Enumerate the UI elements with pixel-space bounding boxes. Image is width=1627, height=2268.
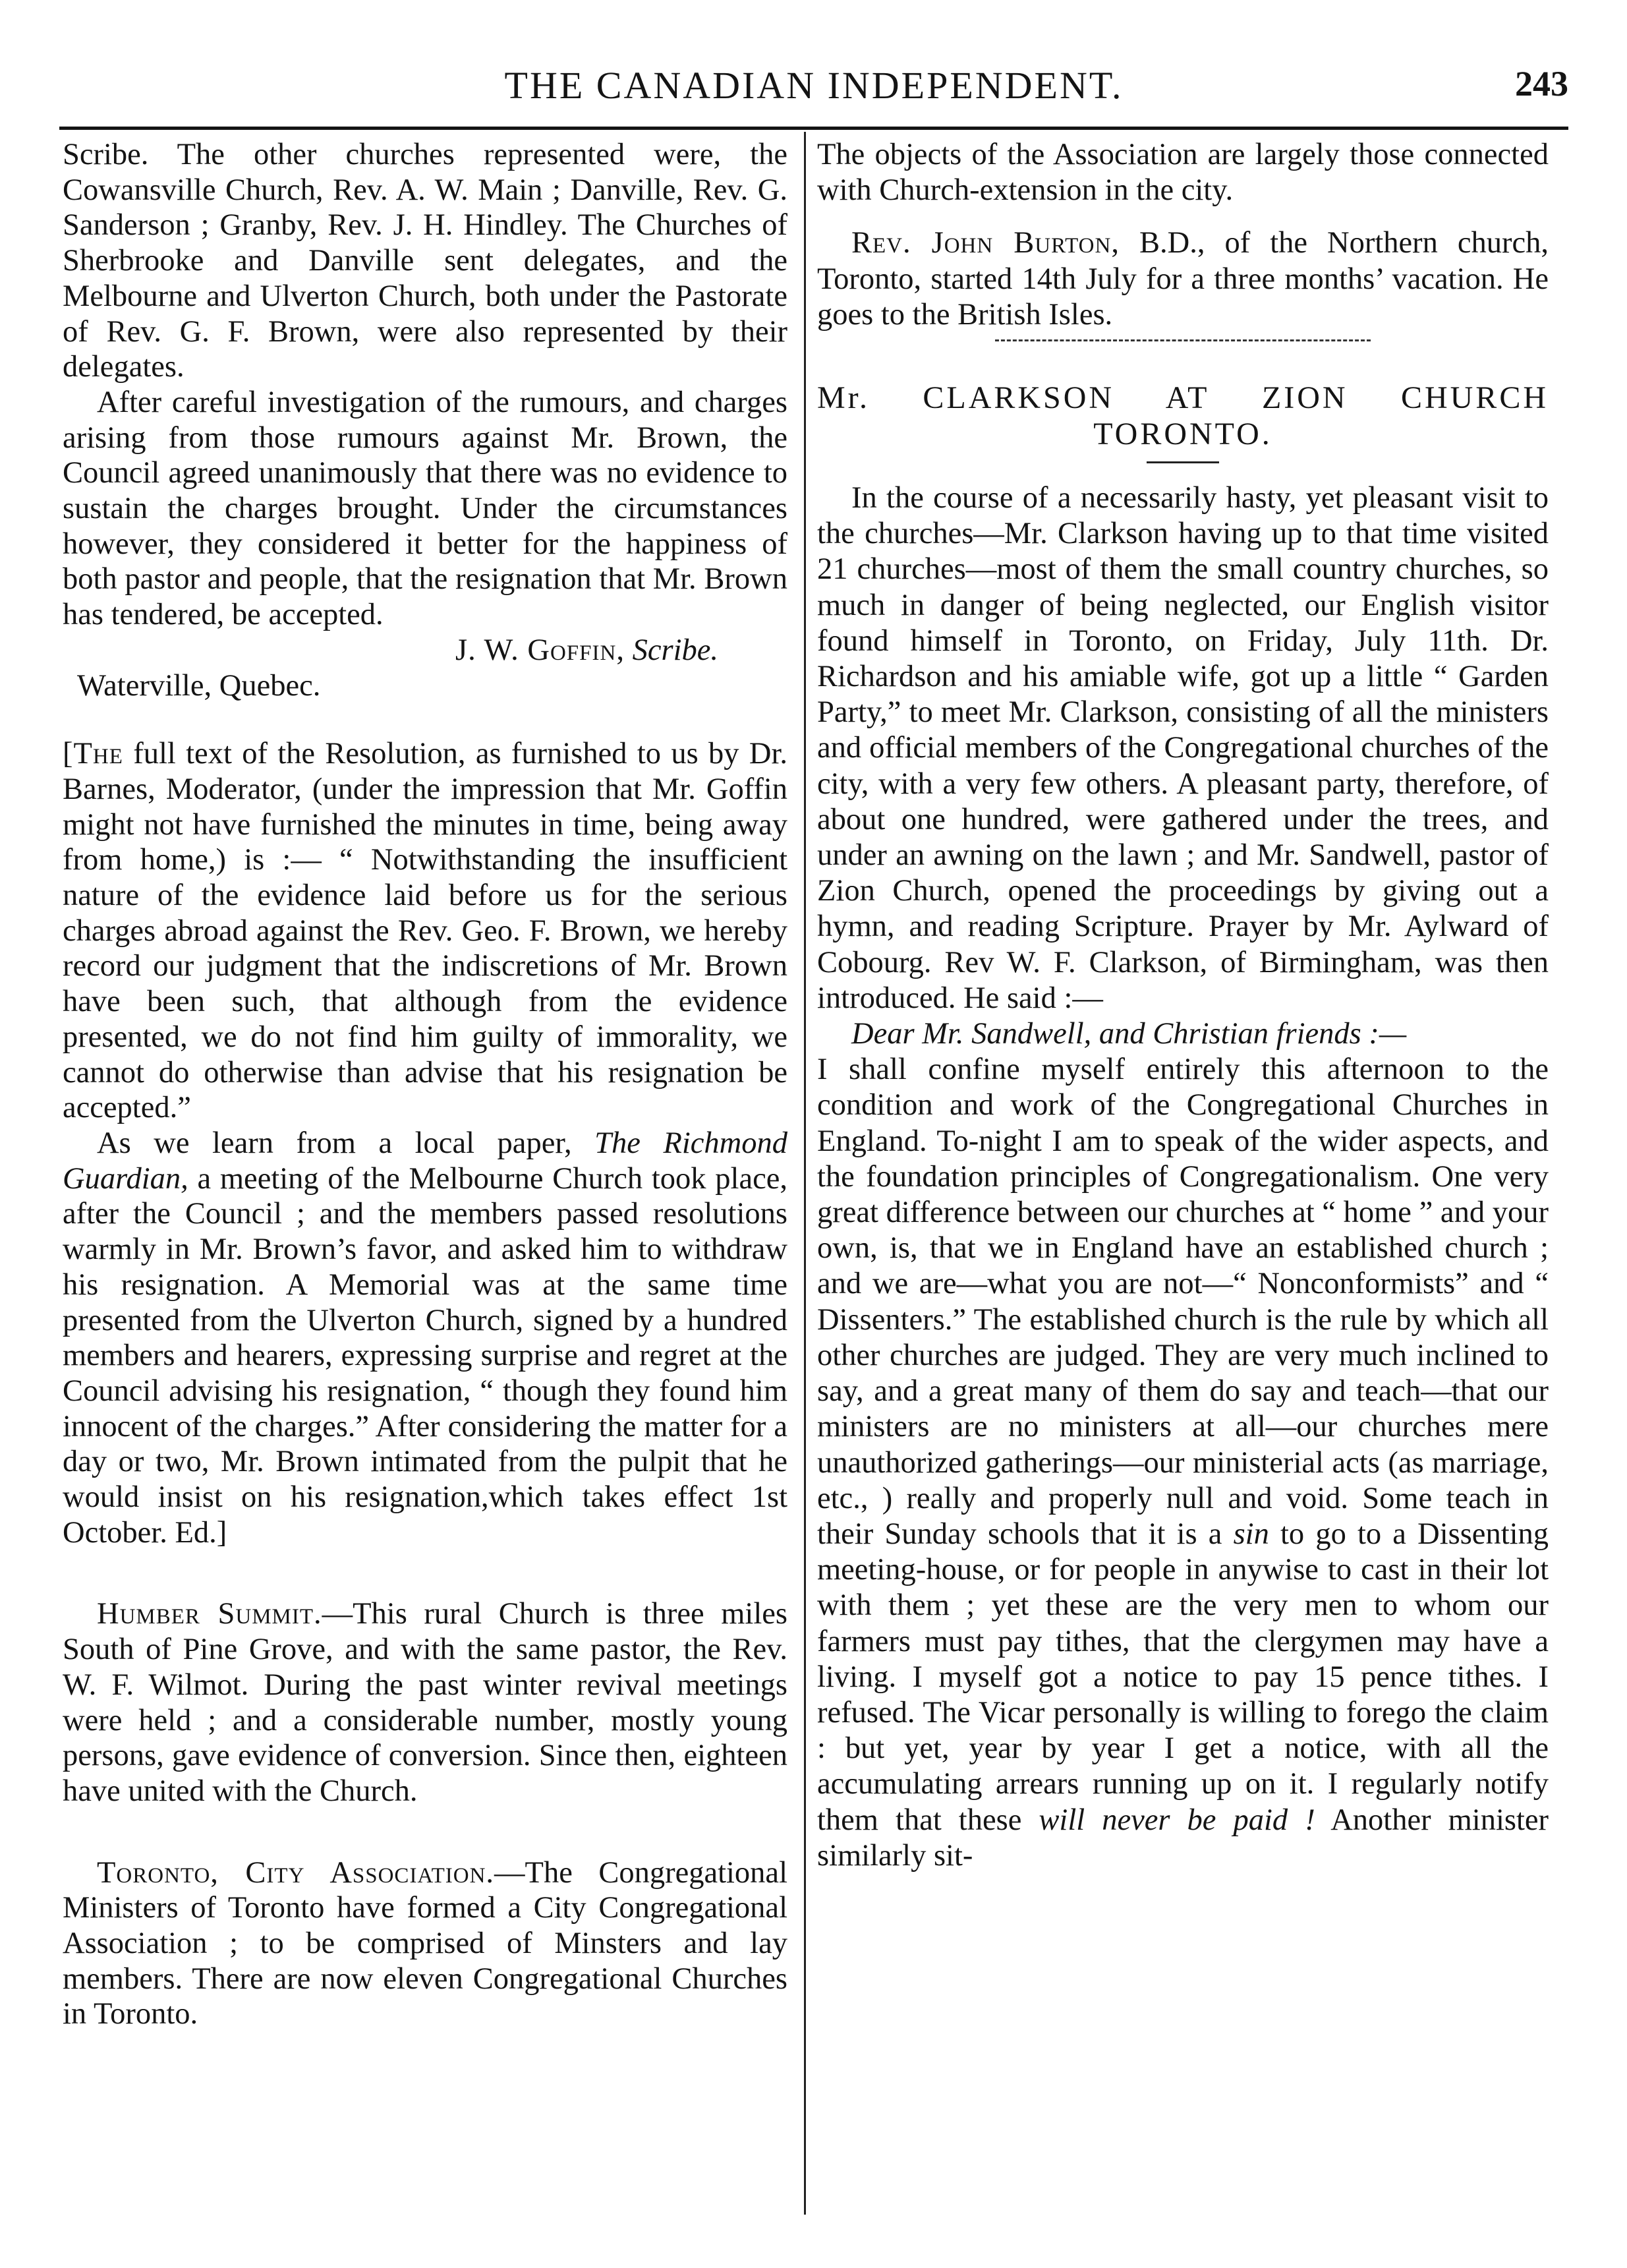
dateline-place: Waterville, Quebec.: [77, 668, 321, 703]
item-text: —This rural Church is three miles South of Pine Grove, and with the same pastor, the Rev. W. F. Wilmot. During the past winter revival meetings were held ; and a considerable number, mostly young persons, gave evidence of conversion. Since then, eighteen have united with the Church.: [63, 1597, 787, 1808]
editor-note-lead: [The: [63, 737, 123, 771]
paragraph-text: a meeting of the Melbourne Church took place, after the Council ; and the members passed resolutions warmly in Mr. Brown’s favor, and asked him to withdraw his resignation. A Memorial was at the same time presented from the Ulverton Church, signed by a hundred members and hearers, expressing surprise and regret at the Council advising his resignation, “ though they found him innocent of the charges.” After considering the matter for a day or two, Mr. Brown intimated from the pulpit that he would insist on his resignation,which takes effect 1st October. Ed.]: [63, 1161, 788, 1550]
council-delegates-paragraph: Scribe. The other churches represented were, the Cowansville Church, Rev. A. W. Main ; Danville, Rev. G. Sanderson ; Granby, Rev. J. H. Hindley. The Churches of Sherbrooke and Danville sent delegates, and the Melbourne and Ulverton Church, both under the Pastorate of Rev. G. F. Brown, were also represented by their delegates.: [63, 138, 787, 384]
page-number: 243: [1515, 64, 1568, 103]
left-column: [63, 137, 787, 2032]
editor-note-text: full text of the Resolution, as furnished to us by Dr. Barnes, Moderator, (under the impression that Mr. Goffin might not have furnished the minutes in time, being away from home,) is :— “ Notwithstanding the insufficient nature of the evidence laid before us for the serious charges abroad against the Rev. Geo. F. Brown, we hereby record our judgment that the indiscretions of Mr. Brown have been such, that although from the evidence presented, we do not find him guilty of immorality, we cannot do otherwise than advise that his resignation be accepted.”: [63, 737, 788, 1125]
burton-item: [817, 225, 1549, 333]
page-header: [59, 63, 1568, 123]
humber-summit-item: [63, 1596, 787, 1809]
clarkson-visit-paragraph: In the course of a necessarily hasty, yet pleasant visit to the churches—Mr. Clarkson having up to that time visited 21 churches—most of them the small country churches, so much in danger of being neglected, our English visitor found himself in Toronto, on Friday, July 11th. Dr. Richardson and his amiable wife, got up a little “ Garden Party,” to meet Mr. Clarkson, consisting of all the ministers and official members of the Congregational churches of the city, with a very few others. A pleasant party, therefore, of about one hundred, were gathered under the trees, and under an awning on the lawn ; and Mr. Sandwell, pastor of Zion Church, opened the proceedings by giving out a hymn, and reading Scripture. Prayer by Mr. Aylward of Cobourg. Rev W. F. Clarkson, of Birmingham, was then introduced. He said :—: [817, 481, 1549, 1015]
item-heading: Humber Summit.: [97, 1597, 322, 1631]
header-rule: [59, 127, 1568, 130]
editor-note-paragraph: [63, 736, 787, 1126]
item-heading: Rev. John Burton,: [851, 226, 1120, 260]
paragraph-text: Another minister similarly sit-: [817, 1803, 1549, 1873]
signature-name: J. W. Goffin,: [455, 633, 625, 667]
emphasis-never-paid: will never be paid !: [1039, 1803, 1315, 1837]
column-divider: [804, 132, 806, 2215]
publication-title: THE CANADIAN INDEPENDENT.: [504, 64, 1124, 107]
section-ornament-rule: [995, 339, 1371, 341]
signature: [63, 633, 787, 668]
right-column: [817, 137, 1549, 1874]
newspaper-name: The Richmond Guardian,: [63, 1126, 788, 1196]
article-heading: Mr. CLARKSON AT ZION CHURCH: [817, 380, 1549, 416]
article-heading-line-2: TORONTO.: [1093, 417, 1272, 452]
association-objects-paragraph: The objects of the Association are largely those connected with Church-extension in the city.: [817, 138, 1549, 208]
council-finding-paragraph: After careful investigation of the rumours, and charges arising from those rumours against Mr. Brown, the Council agreed unanimously that there was no evidence to sustain the charges brought. Under the circumstances however, they considered it better for the happiness of both pastor and people, that the resignation that Mr. Brown has tendered, be accepted.: [63, 385, 787, 632]
emphasis-sin: sin: [1233, 1517, 1269, 1551]
toronto-association-item: [63, 1855, 787, 2033]
item-heading: Toronto, City Association.: [97, 1855, 495, 1890]
item-text: —The Congregational Ministers of Toronto have formed a City Congregational Association ; to be comprised of Minsters and lay members. There are now eleven Congregational Churches in Toronto.: [63, 1855, 787, 2031]
address-paragraph: [817, 1052, 1549, 1874]
salutation-text: Dear Mr. Sandwell, and Christian friends :—: [851, 1017, 1407, 1051]
address-salutation: [817, 1016, 1549, 1052]
signature-role: Scribe.: [632, 633, 718, 667]
paragraph-text: As we learn from a local paper,: [97, 1126, 572, 1160]
paragraph-text: to go to a Dissenting meeting-house, or for people in anywise to cast in their lot with them ; yet these are the very men to whom our farmers must pay tithes, that the clergymen may have a living. I myself got a notice to pay 15 pence tithes. I refused. The Vicar personally is willing to forego the claim : but yet, year by year I get a notice, with all the accumulating arrears running up on it. I regularly notify them that these: [817, 1517, 1549, 1837]
item-text: B.D., of the Northern church, Toronto, started 14th July for a three months’ vacation. He goes to the British Isles.: [817, 226, 1549, 332]
richmond-guardian-paragraph: [63, 1126, 787, 1550]
paragraph-text: I shall confine myself entirely this afternoon to the condition and work of the Congregational Churches in England. To-night I am to speak of the wider aspects, and the foundation principles of Congregationalism. One very great difference between our churches at “ home ” and your own, is, that we in England have an established church ; and we are—what you are not—“ Nonconformists” and “ Dissenters.” The established church is the rule by which all other churches are judged. They are very much inclined to say, and a great many of them do say and teach—that our ministers are no ministers at all—our churches mere unauthorized gatherings—our ministerial acts (as marriage, etc., ) really and properly null and void. Some teach in their Sunday schools that it is a: [817, 1053, 1549, 1551]
